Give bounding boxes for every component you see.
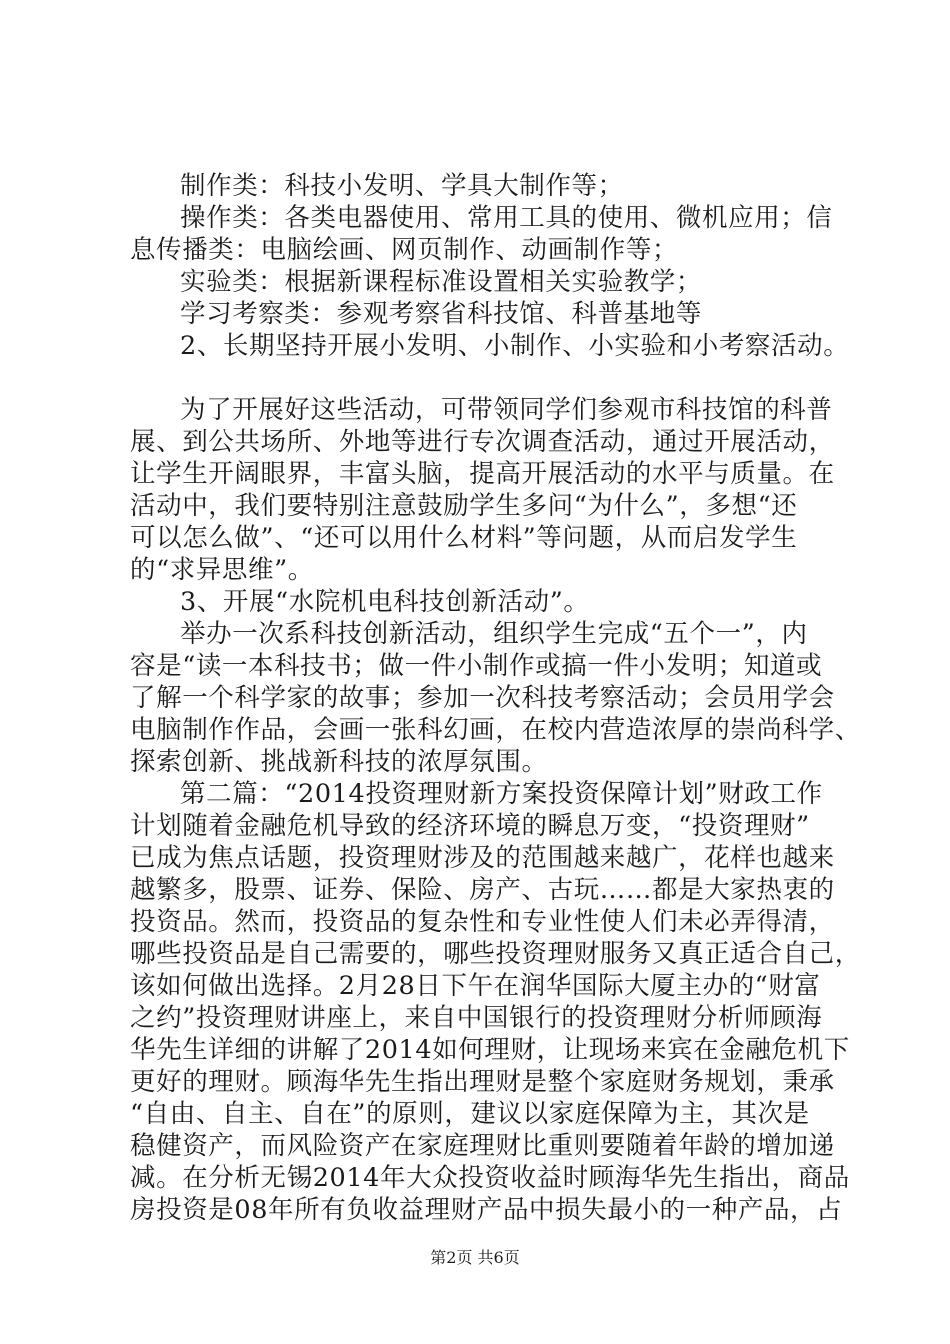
- text-line: 的“求异思维”。: [130, 555, 314, 585]
- text-line: 实验类：根据新课程标准设置相关实验教学；: [180, 267, 703, 297]
- text-line: 稳健资产，而风险资产在家庭理财比重则要随着年龄的增加递: [130, 1131, 835, 1161]
- text-line: 更好的理财。顾海华先生指出理财是整个家庭财务规划，秉承: [130, 1067, 835, 1097]
- text-line: 第二篇：“2014投资理财新方案投资保障计划”财政工作: [180, 779, 823, 809]
- text-line: “自由、自主、自在”的原则，建议以家庭保障为主，其次是: [130, 1099, 810, 1129]
- text-line: 了解一个科学家的故事；参加一次科技考察活动；会员用学会: [130, 683, 835, 713]
- text-line: 电脑制作作品，会画一张科幻画，在校内营造浓厚的崇尚科学、: [130, 715, 861, 745]
- text-line: 息传播类：电脑绘画、网页制作、动画制作等；: [130, 235, 679, 265]
- text-line: 房投资是08年所有负收益理财产品中损失最小的一种产品，占: [130, 1195, 843, 1225]
- text-line: 操作类：各类电器使用、常用工具的使用、微机应用；信: [180, 203, 833, 233]
- text-line: 为了开展好这些活动，可带领同学们参观市科技馆的科普: [180, 395, 833, 425]
- text-line: 学习考察类：参观考察省科技馆、科普基地等: [180, 299, 703, 329]
- text-line: 容是“读一本科技书；做一件小制作或搞一件小发明；知道或: [130, 651, 823, 681]
- text-line: 华先生详细的讲解了2014如何理财，让现场来宾在金融危机下: [130, 1035, 850, 1065]
- text-line: 哪些投资品是自己需要的，哪些投资理财服务又真正适合自己，: [130, 939, 861, 969]
- text-line: 已成为焦点话题，投资理财涉及的范围越来越广，花样也越来: [130, 843, 835, 873]
- paragraph-gap: [130, 362, 830, 394]
- text-line: 可以怎么做”、“还可以用什么材料”等问题，从而启发学生: [130, 523, 798, 553]
- text-line: 之约”投资理财讲座上，来自中国银行的投资理财分析师顾海: [130, 1003, 823, 1033]
- page-footer: 第2页 共6页: [430, 1248, 520, 1267]
- text-line: 计划随着金融危机导致的经济环境的瞬息万变，“投资理财”: [130, 811, 810, 841]
- text-line: 投资品。然而，投资品的复杂性和专业性使人们未必弄得清，: [130, 907, 835, 937]
- text-line: 探索创新、挑战新科技的浓厚氛围。: [130, 747, 548, 777]
- document-body: [130, 170, 861, 1226]
- text-line: 活动中，我们要特别注意鼓励学生多问“为什么”，多想“还: [130, 491, 798, 521]
- text-line: 2、长期坚持开展小发明、小制作、小实验和小考察活动。: [180, 331, 850, 361]
- text-line: 制作类：科技小发明、学具大制作等；: [180, 171, 624, 201]
- text-line: 越繁多，股票、证券、保险、房产、古玩……都是大家热衷的: [130, 875, 835, 905]
- text-line: 3、开展“水院机电科技创新活动”。: [180, 587, 590, 617]
- text-line: 让学生开阔眼界，丰富头脑，提高开展活动的水平与质量。在: [130, 459, 835, 489]
- text-line: 该如何做出选择。2月28日下午在润华国际大厦主办的“财富: [130, 971, 821, 1001]
- text-line: 展、到公共场所、外地等进行专次调查活动，通过开展活动，: [130, 427, 835, 457]
- text-line: 减。在分析无锡2014年大众投资收益时顾海华先生指出，商品: [130, 1163, 850, 1193]
- text-line: 举办一次系科技创新活动，组织学生完成“五个一”，内: [180, 619, 808, 649]
